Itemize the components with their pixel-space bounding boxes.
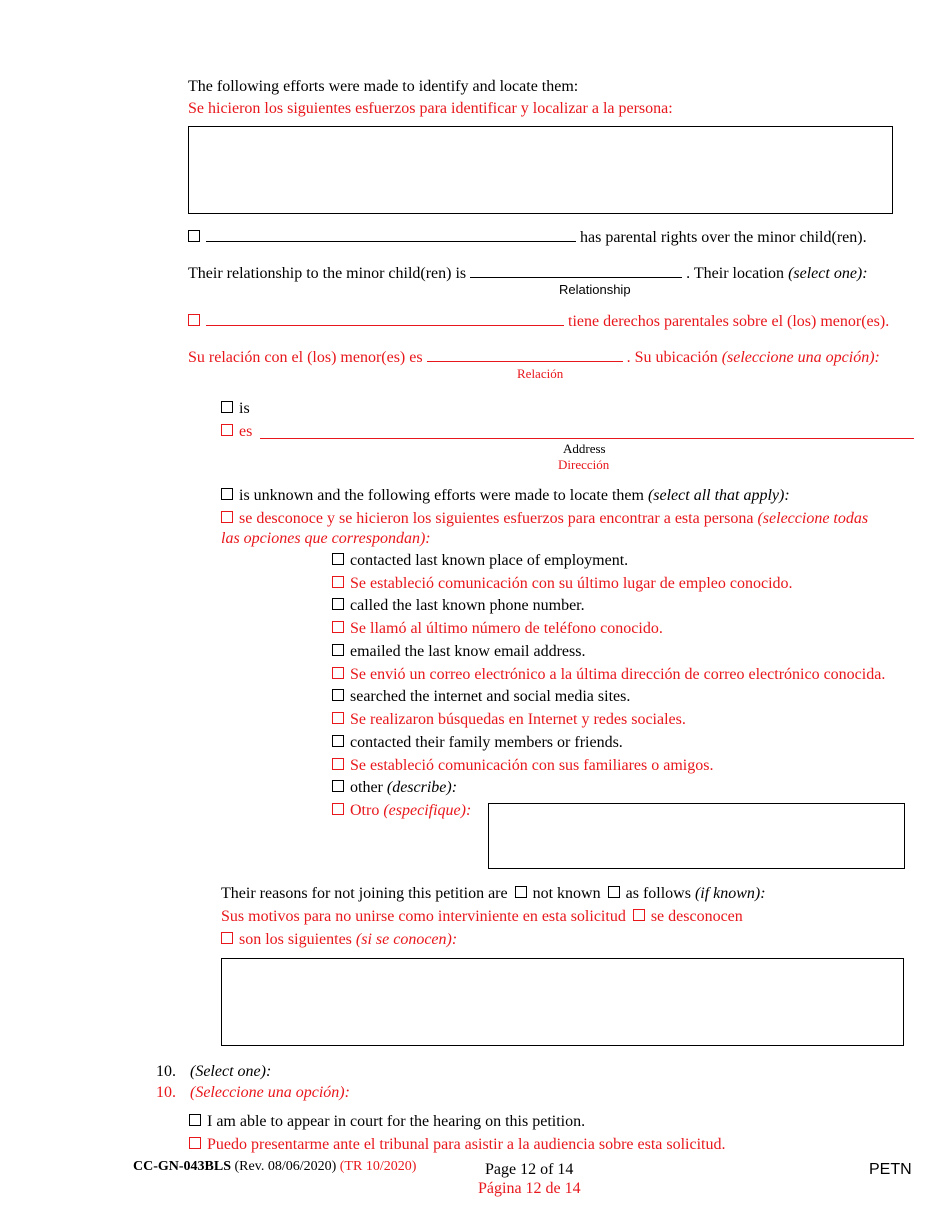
location-es xyxy=(221,423,252,441)
location-prefix-es: . Su ubicación xyxy=(626,349,718,366)
form-rev: (Rev. 08/06/2020) xyxy=(234,1159,337,1174)
option-5-en xyxy=(332,734,623,752)
option-label: Se estableció comunicación con su último lugar de empleo conocido. xyxy=(350,575,793,592)
option-2-es xyxy=(332,620,663,638)
checkbox-icon[interactable] xyxy=(332,803,344,815)
relationship-blank-es[interactable] xyxy=(427,361,623,362)
item-number-es: 10. xyxy=(156,1084,176,1101)
checkbox-icon[interactable] xyxy=(221,401,233,413)
select-one-hint: (select one): xyxy=(788,265,868,282)
page-number-en: Page 12 of 14 xyxy=(485,1161,574,1178)
option-other-es xyxy=(332,802,471,820)
form-code: PETN xyxy=(869,1161,912,1178)
parental-row-es xyxy=(188,313,889,331)
efforts-label-en: The following efforts were made to identify and locate them: xyxy=(188,78,579,95)
option-label: Se estableció comunicación con sus familiares o amigos. xyxy=(350,757,714,774)
checkbox-icon[interactable] xyxy=(189,1114,201,1126)
if-known-hint: (if known): xyxy=(694,885,766,902)
option-label: called the last known phone number. xyxy=(350,597,585,614)
item-number: 10. xyxy=(156,1063,176,1080)
relationship-prefix-es: Su relación con el (los) menor(es) es xyxy=(188,349,423,366)
location-es-label: es xyxy=(239,423,253,440)
relationship-blank[interactable] xyxy=(470,277,682,278)
efforts-label-es: Se hicieron los siguientes esfuerzos para identificar y localizar a la persona: xyxy=(188,100,673,117)
if-known-hint-es: (si se conocen): xyxy=(355,931,458,948)
unknown-hint-es-1: (seleccione todas xyxy=(757,510,869,527)
unknown-hint-es-2 xyxy=(221,530,431,548)
unknown-text-en: is unknown and the following efforts were made to locate them xyxy=(239,487,644,504)
other-hint-es: (especifique): xyxy=(383,802,472,819)
option-1-es xyxy=(332,575,793,593)
checkbox-icon[interactable] xyxy=(221,424,233,436)
option-1-en xyxy=(332,552,628,570)
option-label: Se envió un correo electrónico a la última dirección de correo electrónico conocida. xyxy=(350,666,886,683)
reasons-textbox[interactable] xyxy=(221,958,904,1046)
checkbox-icon[interactable] xyxy=(221,932,233,944)
other-textbox[interactable] xyxy=(488,803,905,869)
unknown-row-es xyxy=(221,510,868,528)
item10-en xyxy=(156,1063,271,1081)
option-label: Otro xyxy=(350,802,380,819)
able-label-es: Puedo presentarme ante el tribunal para asistir a la audiencia sobre esta solicitud. xyxy=(207,1136,726,1153)
as-follows-label: as follows xyxy=(625,885,691,902)
unknown-hint-en: (select all that apply): xyxy=(647,487,790,504)
other-hint: (describe): xyxy=(386,779,458,796)
relationship-caption-es: Relación xyxy=(517,366,564,381)
address-line[interactable] xyxy=(260,438,914,439)
checkbox-icon[interactable] xyxy=(189,1137,201,1149)
relationship-prefix: Their relationship to the minor child(ren) is xyxy=(188,265,467,282)
relationship-row-es xyxy=(188,349,880,367)
location-is xyxy=(221,400,250,418)
item10-hint-es: (Seleccione una opción): xyxy=(190,1084,350,1101)
parental-text-es: tiene derechos parentales sobre el (los) menor(es). xyxy=(568,313,890,330)
checkbox-icon[interactable] xyxy=(221,488,233,500)
item10-es xyxy=(156,1084,350,1102)
option-label: Se llamó al último número de teléfono conocido. xyxy=(350,620,663,637)
checkbox-icon[interactable] xyxy=(332,689,344,701)
name-blank[interactable] xyxy=(206,241,576,242)
option-label: contacted their family members or friends. xyxy=(350,734,623,751)
option-2-en xyxy=(332,597,585,615)
able-row-es xyxy=(189,1136,725,1154)
checkbox-icon[interactable] xyxy=(332,758,344,770)
address-caption-es: Dirección xyxy=(558,457,610,472)
unknown-text-es: se desconoce y se hicieron los siguientes esfuerzos para encontrar a esta persona xyxy=(239,510,754,527)
checkbox-icon[interactable] xyxy=(188,314,200,326)
location-is-label: is xyxy=(239,400,250,417)
option-3-en xyxy=(332,643,585,661)
form-tr: (TR 10/2020) xyxy=(339,1159,417,1174)
option-label: emailed the last know email address. xyxy=(350,643,586,660)
option-3-es xyxy=(332,666,885,684)
unknown-hint-es-2-text: las opciones que correspondan): xyxy=(221,530,431,547)
able-row-en xyxy=(189,1113,585,1131)
relationship-caption: Relationship xyxy=(559,282,631,297)
checkbox-icon[interactable] xyxy=(221,511,233,523)
reasons-row-es-1 xyxy=(221,908,743,926)
page-number-es: Página 12 de 14 xyxy=(478,1180,581,1197)
able-label: I am able to appear in court for the hearing on this petition. xyxy=(207,1113,586,1130)
checkbox-icon[interactable] xyxy=(188,230,200,242)
reasons-prefix-es: Sus motivos para no unirse como interviniente en esta solicitud xyxy=(221,908,626,925)
unknown-row-en xyxy=(221,487,790,505)
checkbox-icon[interactable] xyxy=(332,735,344,747)
reasons-prefix: Their reasons for not joining this petition are xyxy=(221,885,508,902)
item10-hint: (Select one): xyxy=(190,1063,272,1080)
reasons-row-en xyxy=(221,885,766,903)
address-caption: Address xyxy=(563,441,606,456)
name-blank-es[interactable] xyxy=(206,325,564,326)
option-other-en xyxy=(332,779,457,797)
checkbox-icon[interactable] xyxy=(608,886,620,898)
checkbox-icon[interactable] xyxy=(332,621,344,633)
checkbox-icon[interactable] xyxy=(633,909,645,921)
checkbox-icon[interactable] xyxy=(332,644,344,656)
checkbox-icon[interactable] xyxy=(332,598,344,610)
checkbox-icon[interactable] xyxy=(332,712,344,724)
option-label: Se realizaron búsquedas en Internet y redes sociales. xyxy=(350,711,686,728)
relationship-row-en xyxy=(188,265,868,283)
reasons-row-es-2 xyxy=(221,931,457,949)
option-4-es xyxy=(332,711,686,729)
checkbox-icon[interactable] xyxy=(332,667,344,679)
location-prefix: . Their location xyxy=(686,265,785,282)
option-4-en xyxy=(332,688,630,706)
checkbox-icon[interactable] xyxy=(332,553,344,565)
footer-form-id xyxy=(133,1159,416,1174)
checkbox-icon[interactable] xyxy=(332,780,344,792)
parental-row-en xyxy=(188,229,867,247)
as-follows-label-es: son los siguientes xyxy=(239,931,352,948)
checkbox-icon[interactable] xyxy=(515,886,527,898)
checkbox-icon[interactable] xyxy=(332,576,344,588)
efforts-textbox[interactable] xyxy=(188,126,893,214)
form-id: CC-GN-043BLS xyxy=(133,1159,232,1174)
unknown-label-es: se desconocen xyxy=(650,908,743,925)
option-label: searched the internet and social media sites. xyxy=(350,688,631,705)
option-label: contacted last known place of employment. xyxy=(350,552,629,569)
parental-text-en: has parental rights over the minor child(ren). xyxy=(580,229,867,246)
option-label: other xyxy=(350,779,383,796)
select-one-hint-es: (seleccione una opción): xyxy=(721,349,880,366)
option-5-es xyxy=(332,757,713,775)
not-known-label: not known xyxy=(532,885,601,902)
